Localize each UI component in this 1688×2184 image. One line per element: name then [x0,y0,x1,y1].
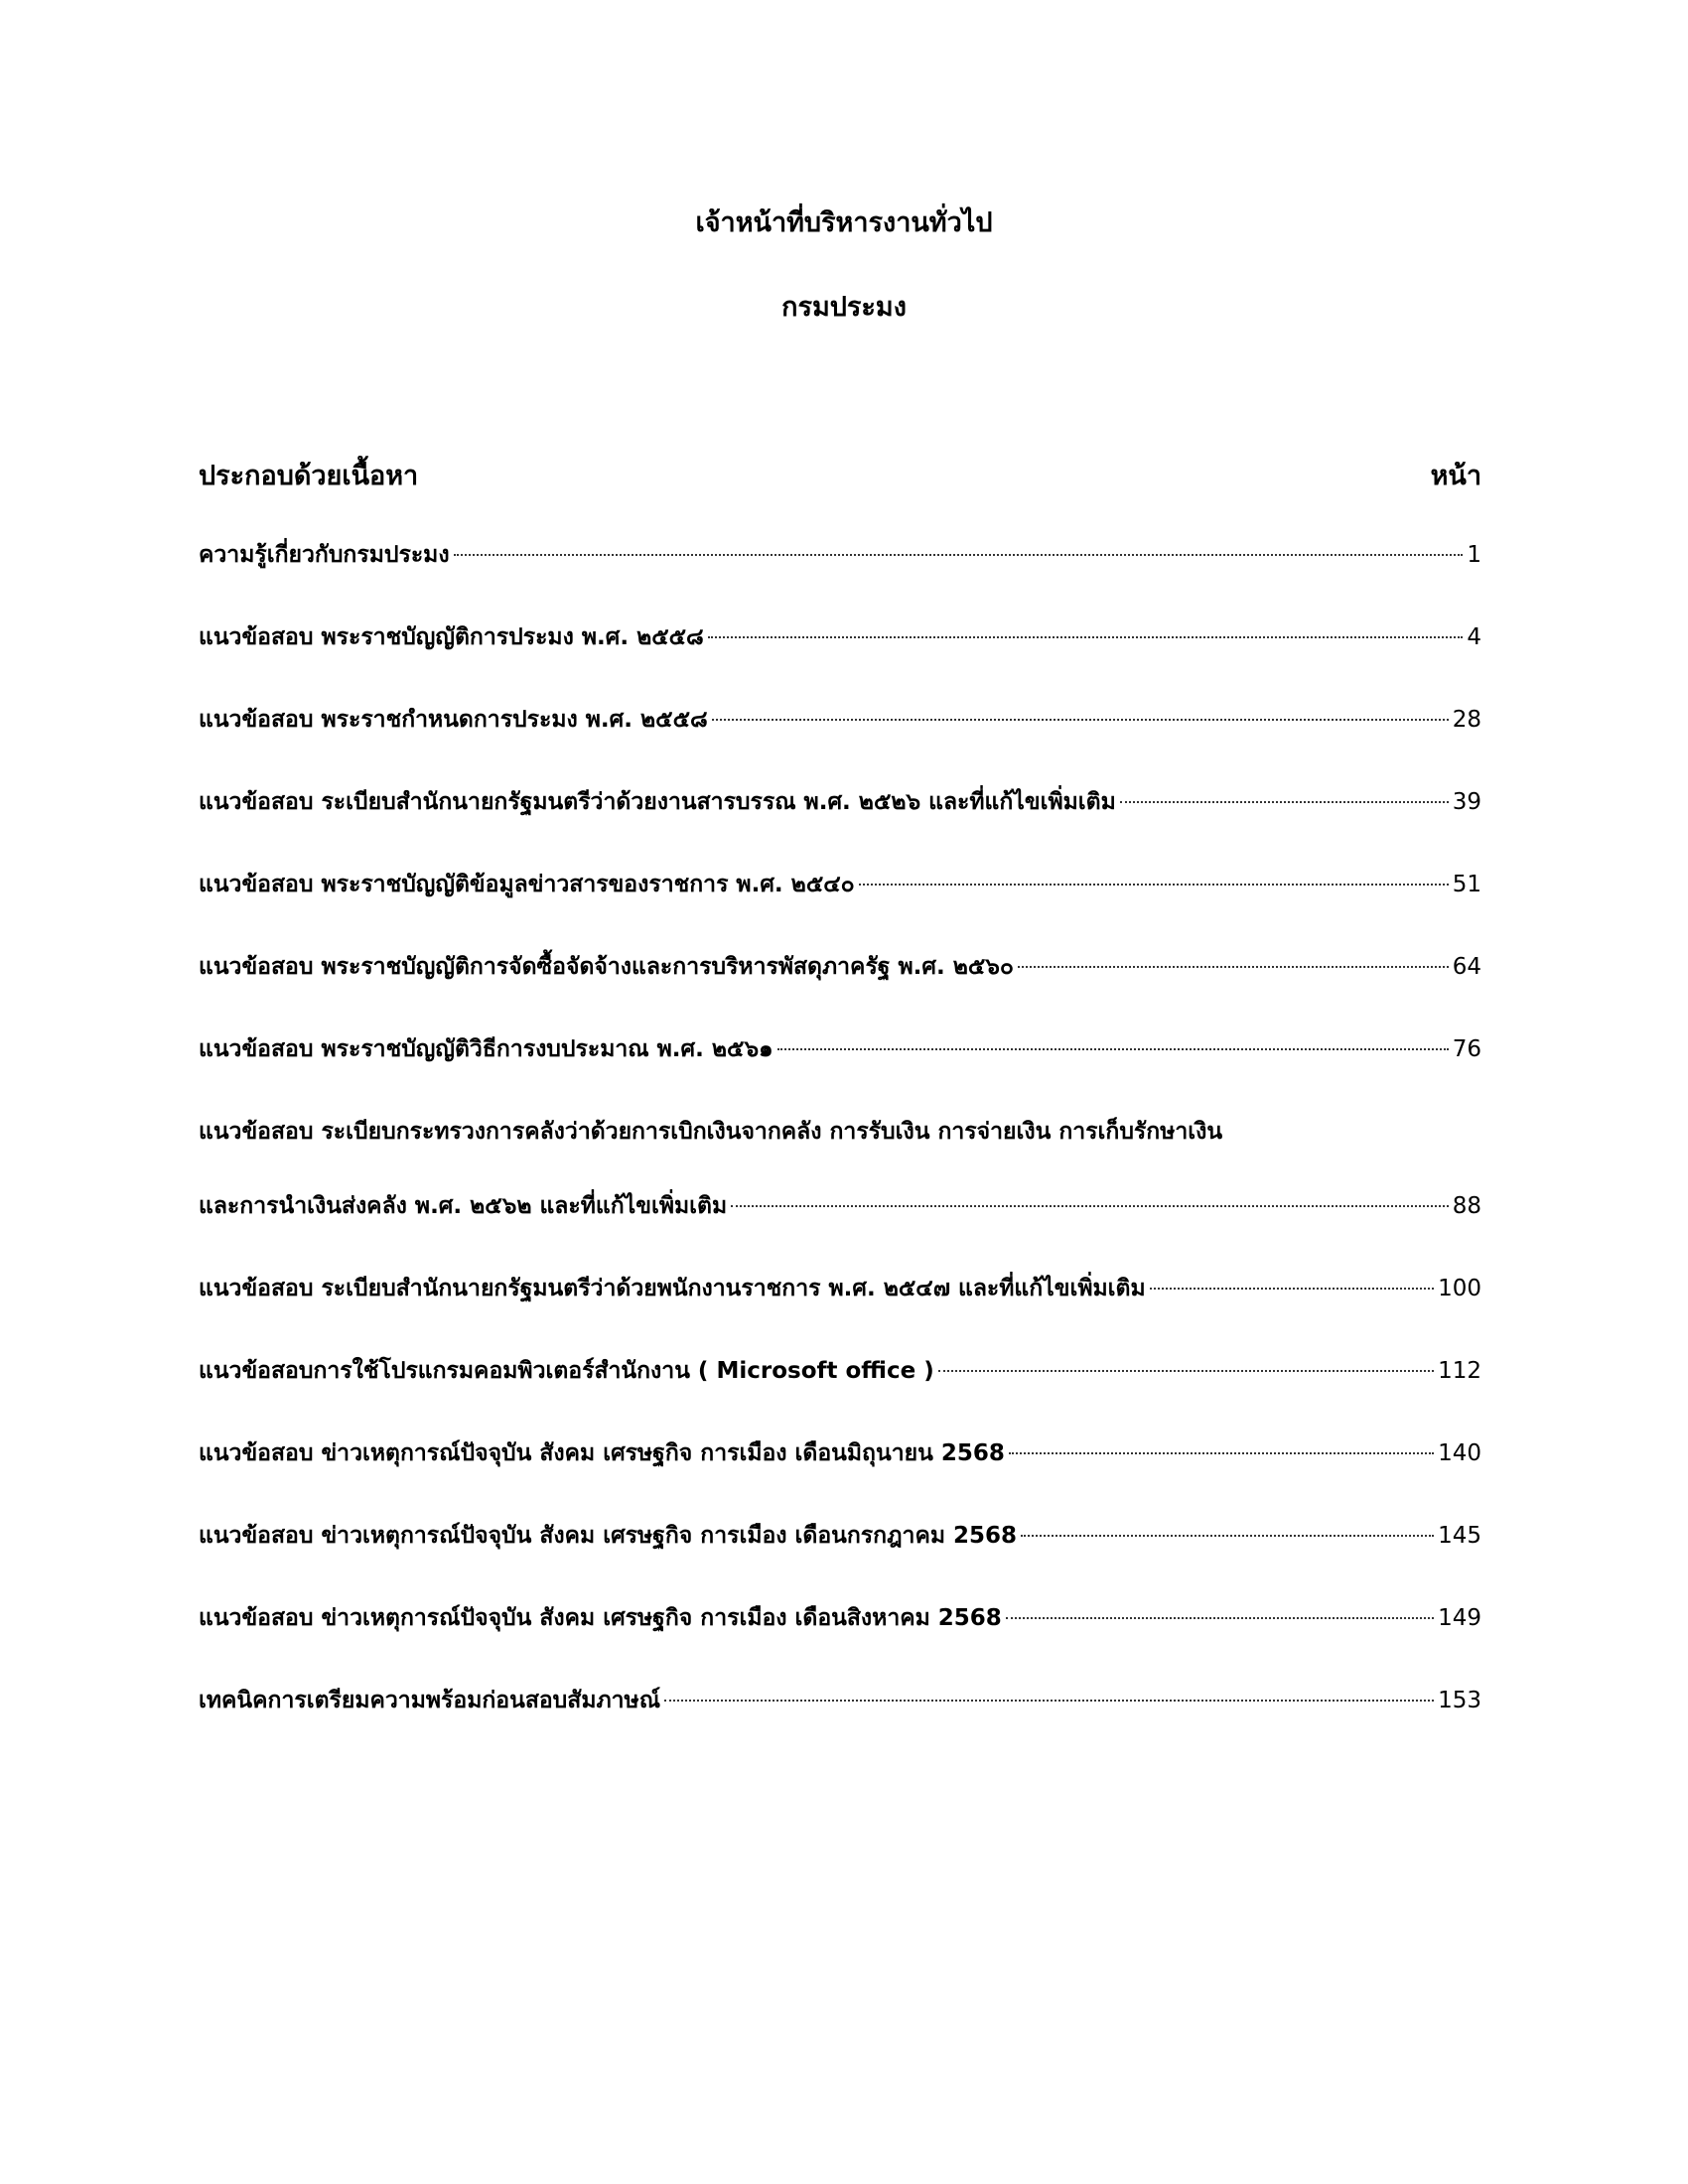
dot-leader [708,636,1464,638]
toc-entry-page: 76 [1452,1036,1481,1062]
toc-entry-title: และการนำเงินส่งคลัง พ.ศ. ๒๕๖๒ และที่แก้ไขเพิ่มเติม [199,1193,728,1219]
document-title: เจ้าหน้าที่บริหารงานทั่วไป [695,207,993,238]
toc-entry[interactable] [199,1517,1481,1555]
toc-page-heading: หน้า [1430,460,1481,491]
dot-leader [859,884,1449,886]
toc-entry-title: แนวข้อสอบ พระราชบัญญัติข้อมูลข่าวสารของราชการ พ.ศ. ๒๕๔๐ [199,872,855,897]
toc-entry-page: 100 [1438,1276,1481,1301]
toc-entry[interactable] [199,1434,1481,1472]
toc-entry-title: เทคนิคการเตรียมความพร้อมก่อนสอบสัมภาษณ์ [199,1688,661,1713]
toc-entry-title: แนวข้อสอบ พระราชบัญญัติวิธีการงบประมาณ พ.ศ. ๒๕๖๑ [199,1036,774,1062]
toc-entry[interactable] [199,1113,1481,1225]
document-subtitle: กรมประมง [781,292,907,323]
toc-entry[interactable] [199,783,1481,821]
toc-entry-page: 149 [1438,1605,1481,1631]
toc-entry-page: 39 [1452,789,1481,815]
toc-entry-page: 145 [1438,1523,1481,1549]
toc-entry-title: แนวข้อสอบ พระราชบัญญัติการประมง พ.ศ. ๒๕๕๘ [199,624,704,650]
toc-entry-page: 64 [1452,954,1481,980]
toc-entry-title: แนวข้อสอบการใช้โปรแกรมคอมพิวเตอร์สำนักงาน ( Microsoft office ) [199,1358,934,1384]
toc-entry-title: แนวข้อสอบ ข่าวเหตุการณ์ปัจจุบัน สังคม เศรษฐกิจ การเมือง เดือนกรกฎาคม 2568 [199,1523,1018,1549]
dot-leader [731,1205,1449,1207]
dot-leader [1150,1288,1434,1290]
toc-entry-title-line1: แนวข้อสอบ ระเบียบกระทรวงการคลังว่าด้วยการเบิกเงินจากคลัง การรับเงิน การจ่ายเงิน การเก็บรักษาเงิน [199,1119,1223,1145]
dot-leader [938,1370,1434,1372]
toc-entry-page: 140 [1438,1440,1481,1466]
toc-entry-title: แนวข้อสอบ ระเบียบสำนักนายกรัฐมนตรีว่าด้วยงานสารบรรณ พ.ศ. ๒๕๒๖ และที่แก้ไขเพิ่มเติม [199,789,1116,815]
dot-leader [454,554,1464,556]
dot-leader [1021,1535,1434,1537]
toc-entry[interactable] [199,948,1481,986]
dot-leader [1018,966,1449,968]
toc-entry-page: 4 [1467,624,1481,650]
toc-entry-page: 51 [1452,872,1481,897]
dot-leader [1120,801,1449,803]
toc-heading: ประกอบด้วยเนื้อหา [199,460,419,491]
toc-entry-page: 28 [1452,707,1481,733]
toc-entry[interactable] [199,1030,1481,1068]
dot-leader [777,1048,1449,1050]
toc-entry-page: 1 [1467,542,1481,568]
dot-leader [1009,1452,1434,1454]
table-of-contents [199,536,1481,1764]
toc-entry-title: แนวข้อสอบ พระราชบัญญัติการจัดซื้อจัดจ้างและการบริหารพัสดุภาครัฐ พ.ศ. ๒๕๖๐ [199,954,1014,980]
toc-entry-title: แนวข้อสอบ ข่าวเหตุการณ์ปัจจุบัน สังคม เศรษฐกิจ การเมือง เดือนมิถุนายน 2568 [199,1440,1005,1466]
toc-entry-title: แนวข้อสอบ พระราชกำหนดการประมง พ.ศ. ๒๕๕๘ [199,707,708,733]
toc-entry-title: ความรู้เกี่ยวกับกรมประมง [199,542,450,568]
toc-entry[interactable] [199,701,1481,739]
toc-entry-page: 153 [1438,1688,1481,1713]
toc-header [199,455,1481,494]
toc-entry[interactable] [199,618,1481,656]
toc-entry[interactable] [199,1682,1481,1719]
toc-entry[interactable] [199,536,1481,574]
toc-entry[interactable] [199,1599,1481,1637]
toc-entry-page: 112 [1438,1358,1481,1384]
toc-entry-page: 88 [1452,1193,1481,1219]
dot-leader [712,719,1449,721]
toc-entry-title: แนวข้อสอบ ข่าวเหตุการณ์ปัจจุบัน สังคม เศรษฐกิจ การเมือง เดือนสิงหาคม 2568 [199,1605,1002,1631]
toc-entry[interactable] [199,866,1481,903]
dot-leader [1006,1617,1434,1619]
toc-entry[interactable] [199,1270,1481,1307]
toc-entry[interactable] [199,1352,1481,1390]
dot-leader [664,1700,1434,1702]
toc-entry-title: แนวข้อสอบ ระเบียบสำนักนายกรัฐมนตรีว่าด้วยพนักงานราชการ พ.ศ. ๒๕๔๗ และที่แก้ไขเพิ่มเติม [199,1276,1146,1301]
